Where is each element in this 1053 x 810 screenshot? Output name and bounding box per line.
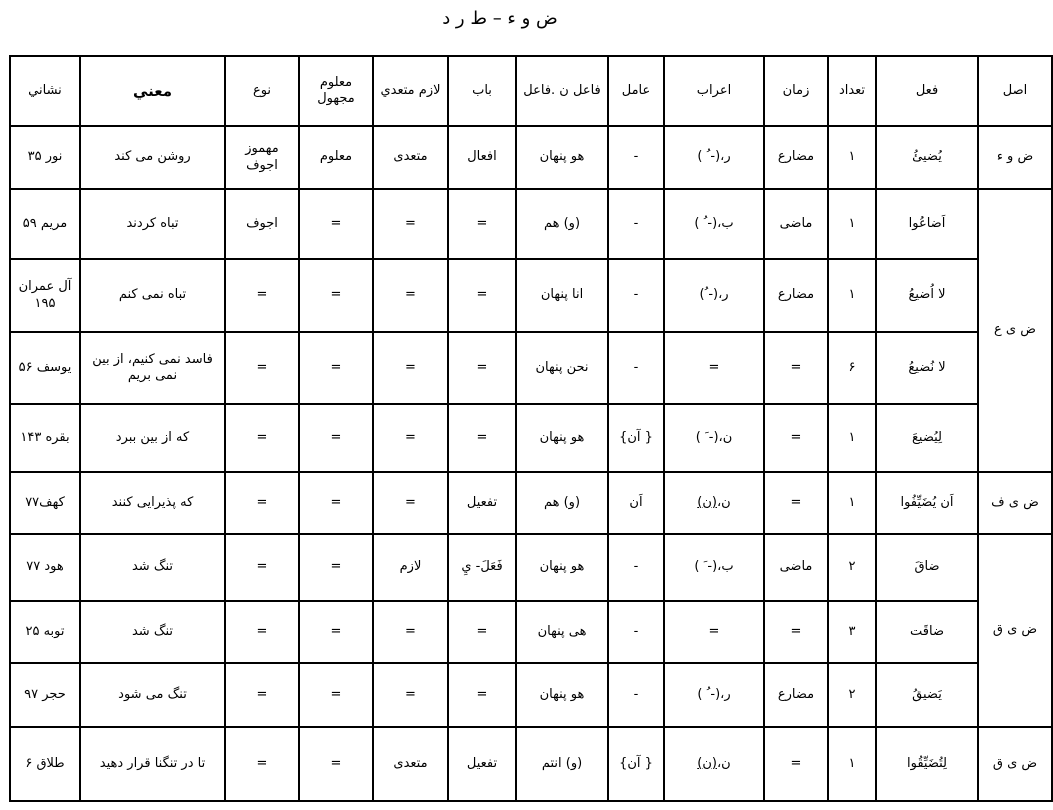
type-cell: = (225, 404, 299, 472)
verb-cell: لا نُضيعُ (876, 332, 978, 404)
type-cell: = (225, 601, 299, 663)
operator-cell: - (608, 332, 664, 404)
header-row (10, 56, 1052, 126)
meaning-cell: تنگ شد (80, 601, 225, 663)
type-cell: = (225, 534, 299, 601)
inflection-underlined: (ن) (697, 755, 717, 771)
verb-cell: اَن يُضَيِّفُوا (876, 472, 978, 534)
reference-cell: آل عمران ۱۹۵ (10, 259, 80, 332)
table-row (10, 332, 1052, 404)
tense-cell: ماضی (764, 189, 828, 259)
type-cell: = (225, 332, 299, 404)
voice-cell: = (299, 727, 373, 801)
table-row (10, 534, 1052, 601)
subject-cell: (و) هم (516, 472, 608, 534)
header-mani: معني (80, 56, 225, 126)
page-title: ض و ء – ط ر د (442, 8, 558, 29)
verb-cell: لِيُضيعَ (876, 404, 978, 472)
header-neshani: نشاني (10, 56, 80, 126)
tense-cell: ماضی (764, 534, 828, 601)
verb-cell: يَضيقُ (876, 663, 978, 727)
pattern-cell: تفعيل (448, 472, 516, 534)
inflection-cell: ر،(- ُ) (664, 259, 764, 332)
table-row (10, 404, 1052, 472)
header-fael: فاعل ن .فاعل (516, 56, 608, 126)
tense-cell: مضارع (764, 259, 828, 332)
root-cell: ض و ء (978, 126, 1052, 189)
inflection-cell: ب،(- َ ) (664, 534, 764, 601)
header-erab: اعراب (664, 56, 764, 126)
meaning-cell: تباه نمی کنم (80, 259, 225, 332)
meaning-cell: که پذيرايی کنند (80, 472, 225, 534)
count-cell: ۱ (828, 404, 876, 472)
transitivity-cell: = (373, 259, 448, 332)
transitivity-cell: = (373, 601, 448, 663)
root-cell: ض ی ق (978, 534, 1052, 727)
verb-cell: لِتُضَيِّقُوا (876, 727, 978, 801)
inflection-cell: ر،(- ُ ) (664, 126, 764, 189)
voice-cell: = (299, 534, 373, 601)
inflection-cell: ن،(- َ ) (664, 404, 764, 472)
voice-cell: = (299, 189, 373, 259)
tense-cell: = (764, 601, 828, 663)
header-asl: اصل (978, 56, 1052, 126)
transitivity-cell: متعدى (373, 126, 448, 189)
reference-cell: بقره ۱۴۳ (10, 404, 80, 472)
operator-cell: - (608, 126, 664, 189)
tense-cell: = (764, 404, 828, 472)
table-row (10, 259, 1052, 332)
inflection-prefix: ن، (716, 494, 731, 510)
subject-cell: هو پنهان (516, 663, 608, 727)
meaning-cell: تباه کردند (80, 189, 225, 259)
inflection-cell: ر،(- ُ ) (664, 663, 764, 727)
reference-cell: توبه ۲۵ (10, 601, 80, 663)
table-row (10, 472, 1052, 534)
meaning-cell: فاسد نمی کنیم، از بين نمی بريم (80, 332, 225, 404)
transitivity-cell: = (373, 404, 448, 472)
count-cell: ۱ (828, 472, 876, 534)
verb-cell: ضاقَ (876, 534, 978, 601)
subject-cell: انا پنهان (516, 259, 608, 332)
type-cell: = (225, 727, 299, 801)
inflection-cell: ب،(- ُ ) (664, 189, 764, 259)
type-cell: = (225, 663, 299, 727)
type-cell: مهموز اجوف (225, 126, 299, 189)
count-cell: ۱ (828, 259, 876, 332)
pattern-cell: = (448, 601, 516, 663)
inflection-cell (664, 727, 764, 801)
inflection-cell (664, 472, 764, 534)
voice-cell: = (299, 332, 373, 404)
header-lazem: لازم متعدي (373, 56, 448, 126)
header-amel: عامل (608, 56, 664, 126)
reference-cell: هود ۷۷ (10, 534, 80, 601)
table-row (10, 189, 1052, 259)
voice-cell: = (299, 601, 373, 663)
pattern-cell: = (448, 332, 516, 404)
meaning-cell: تنگ می شود (80, 663, 225, 727)
verb-cell: لا اُضيعُ (876, 259, 978, 332)
transitivity-cell: لازم (373, 534, 448, 601)
subject-cell: نحن پنهان (516, 332, 608, 404)
pattern-cell: = (448, 259, 516, 332)
tense-cell: مضارع (764, 663, 828, 727)
pattern-cell: افعال (448, 126, 516, 189)
count-cell: ۲ (828, 534, 876, 601)
type-cell: اجوف (225, 189, 299, 259)
operator-cell: اَن (608, 472, 664, 534)
transitivity-cell: متعدى (373, 727, 448, 801)
header-maloom: معلوم مجهول (299, 56, 373, 126)
header-tedad: تعداد (828, 56, 876, 126)
table-row (10, 601, 1052, 663)
reference-cell: مريم ۵۹ (10, 189, 80, 259)
meaning-cell: تنگ شد (80, 534, 225, 601)
root-cell: ض ی ع (978, 189, 1052, 472)
subject-cell: (و) انتم (516, 727, 608, 801)
pattern-cell: = (448, 404, 516, 472)
table-row (10, 126, 1052, 189)
subject-cell: هو پنهان (516, 126, 608, 189)
operator-cell: { آن} (608, 727, 664, 801)
reference-cell: يوسف ۵۶ (10, 332, 80, 404)
subject-cell: (و) هم (516, 189, 608, 259)
subject-cell: هو پنهان (516, 534, 608, 601)
header-noe: نوع (225, 56, 299, 126)
tense-cell: = (764, 332, 828, 404)
count-cell: ۳ (828, 601, 876, 663)
header-zaman: زمان (764, 56, 828, 126)
verb-cell: ضاقَت (876, 601, 978, 663)
root-cell: ض ی ف (978, 472, 1052, 534)
operator-cell: - (608, 601, 664, 663)
tense-cell: مضارع (764, 126, 828, 189)
header-bab: باب (448, 56, 516, 126)
meaning-cell: روشن می کند (80, 126, 225, 189)
subject-cell: هو پنهان (516, 404, 608, 472)
voice-cell: = (299, 259, 373, 332)
table-row (10, 663, 1052, 727)
verb-cell: اَضاعُوا (876, 189, 978, 259)
voice-cell: معلوم (299, 126, 373, 189)
pattern-cell: = (448, 663, 516, 727)
pattern-cell: فَعَلَ- يِ (448, 534, 516, 601)
operator-cell: - (608, 189, 664, 259)
type-cell: = (225, 472, 299, 534)
operator-cell: - (608, 534, 664, 601)
operator-cell: - (608, 259, 664, 332)
transitivity-cell: = (373, 663, 448, 727)
reference-cell: نور ۳۵ (10, 126, 80, 189)
inflection-underlined: (ن) (697, 494, 717, 510)
inflection-cell: = (664, 601, 764, 663)
type-cell: = (225, 259, 299, 332)
operator-cell: { آن} (608, 404, 664, 472)
voice-cell: = (299, 472, 373, 534)
operator-cell: - (608, 663, 664, 727)
count-cell: ۲ (828, 663, 876, 727)
morphology-table (9, 55, 1053, 802)
inflection-cell: = (664, 332, 764, 404)
reference-cell: حجر ۹۷ (10, 663, 80, 727)
transitivity-cell: = (373, 189, 448, 259)
inflection-prefix: ن، (716, 755, 731, 771)
count-cell: ۱ (828, 727, 876, 801)
reference-cell: کهف۷۷ (10, 472, 80, 534)
subject-cell: هی پنهان (516, 601, 608, 663)
meaning-cell: که از بين ببرد (80, 404, 225, 472)
tense-cell: = (764, 727, 828, 801)
verb-cell: يُضيئُ (876, 126, 978, 189)
transitivity-cell: = (373, 472, 448, 534)
pattern-cell: تفعيل (448, 727, 516, 801)
voice-cell: = (299, 663, 373, 727)
count-cell: ۱ (828, 126, 876, 189)
count-cell: ۱ (828, 189, 876, 259)
table-row (10, 727, 1052, 801)
voice-cell: = (299, 404, 373, 472)
tense-cell: = (764, 472, 828, 534)
reference-cell: طلاق ۶ (10, 727, 80, 801)
count-cell: ۶ (828, 332, 876, 404)
pattern-cell: = (448, 189, 516, 259)
header-fel: فعل (876, 56, 978, 126)
meaning-cell: تا در تنگنا قرار دهيد (80, 727, 225, 801)
transitivity-cell: = (373, 332, 448, 404)
root-cell: ض ی ق (978, 727, 1052, 801)
